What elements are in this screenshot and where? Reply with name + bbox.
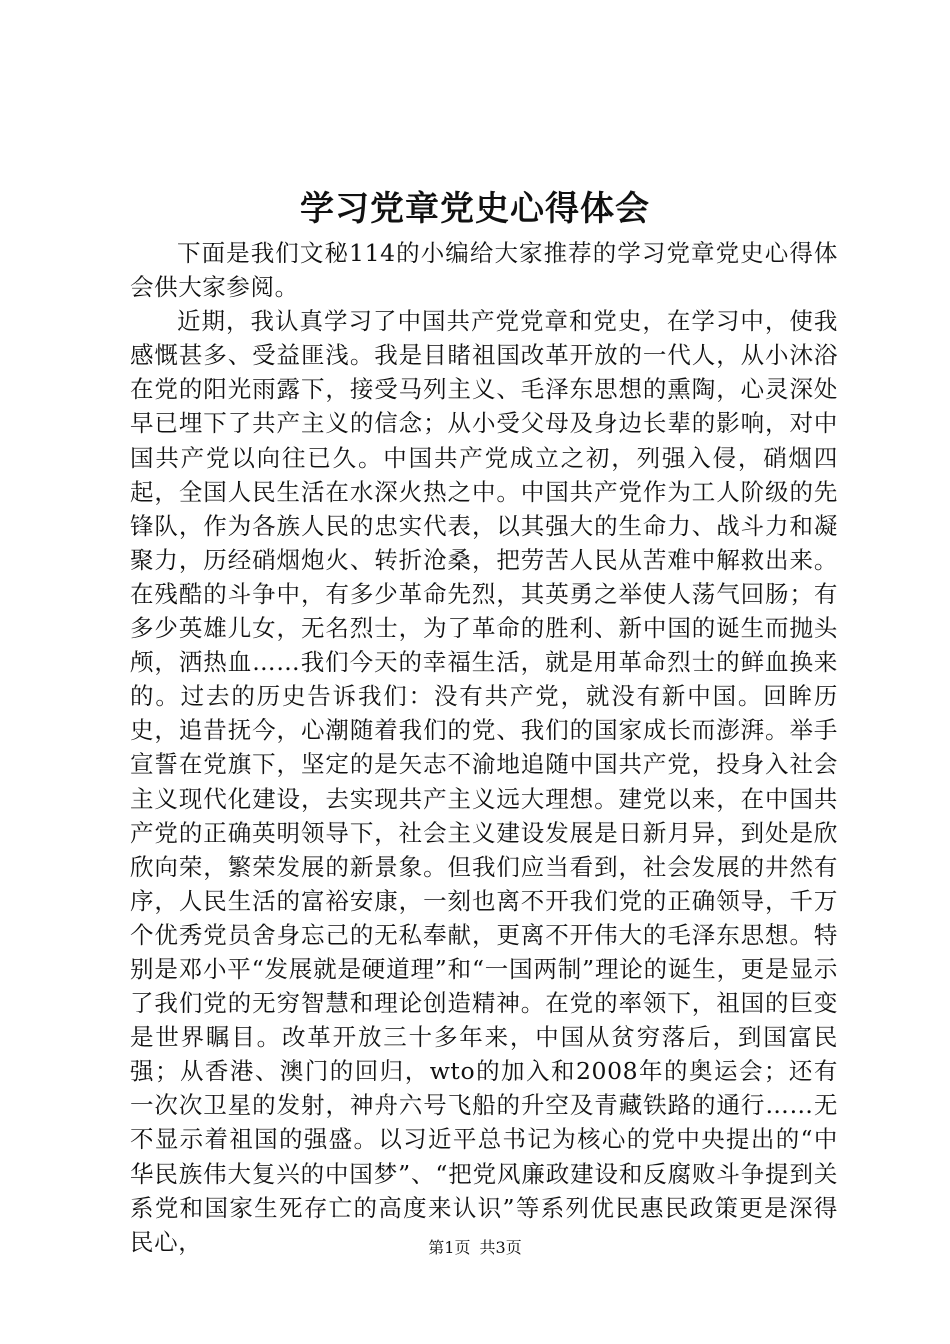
- document-body: [130, 236, 838, 1259]
- paragraph-main: 近期，我认真学习了中国共产党党章和党史，在学习中，使我感慨甚多、受益匪浅。我是目睹祖国改革开放的一代人，从小沐浴在党的阳光雨露下，接受马列主义、毛泽东思想的熏陶，心灵深处早已埋下了共产主义的信念；从小受父母及身边长辈的影响，对中国共产党以向往已久。中国共产党成立之初，列强入侵，硝烟四起，全国人民生活在水深火热之中。中国共产党作为工人阶级的先锋队，作为各族人民的忠实代表，以其强大的生命力、战斗力和凝聚力，历经硝烟炮火、转折沧桑，把劳苦人民从苦难中解救出来。在残酷的斗争中，有多少革命先烈，其英勇之举使人荡气回肠；有多少英雄儿女，无名烈士，为了革命的胜利、新中国的诞生而抛头颅，洒热血……我们今天的幸福生活，就是用革命烈士的鲜血换来的。过去的历史告诉我们：没有共产党，就没有新中国。回眸历史，追昔抚今，心潮随着我们的党、我们的国家成长而澎湃。举手宣誓在党旗下，坚定的是矢志不渝地追随中国共产党，投身入社会主义现代化建设，去实现共产主义远大理想。建党以来，在中国共产党的正确英明领导下，社会主义建设发展是日新月异，到处是欣欣向荣，繁荣发展的新景象。但我们应当看到，社会发展的井然有序，人民生活的富裕安康，一刻也离不开我们党的正确领导，千万个优秀党员舍身忘己的无私奉献，更离不开伟大的毛泽东思想。特别是邓小平“发展就是硬道理”和“一国两制”理论的诞生，更是显示了我们党的无穷智慧和理论创造精神。在党的率领下，祖国的巨变是世界瞩目。改革开放三十多年来，中国从贫穷落后，到国富民强；从香港、澳门的回归，wto的加入和2008年的奥运会；还有一次次卫星的发射，神舟六号飞船的升空及青藏铁路的通行……无不显示着祖国的强盛。以习近平总书记为核心的党中央提出的“中华民族伟大复兴的中国梦”、“把党风廉政建设和反腐败斗争提到关系党和国家生死存亡的高度来认识”等系列优民惠民政策更是深得民心，: [130, 307, 838, 1256]
- page-total: 共3页: [479, 1238, 522, 1257]
- document-title: 学习党章党史心得体会: [300, 189, 650, 229]
- page-number: 第1页: [428, 1238, 471, 1257]
- page-footer: [0, 1236, 950, 1260]
- paragraph-intro: 下面是我们文秘114的小编给大家推荐的学习党章党史心得体会供大家参阅。: [130, 239, 838, 302]
